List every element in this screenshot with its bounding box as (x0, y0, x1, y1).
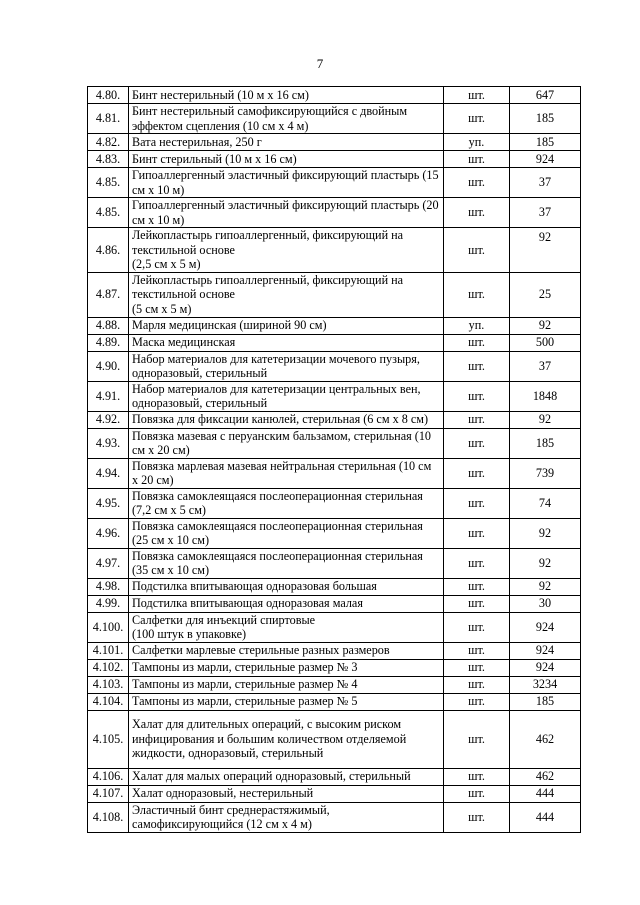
row-number: 4.85. (88, 168, 129, 198)
row-number: 4.93. (88, 428, 129, 458)
item-quantity: 92 (510, 228, 581, 273)
item-name: Лейкопластырь гипоаллергенный, фиксирующий на текстильной основе (2,5 см х 5 м) (129, 228, 444, 273)
unit-of-measure: уп. (444, 134, 510, 151)
table-row (88, 458, 581, 488)
item-name: Повязка самоклеящаяся послеоперационная стерильная (35 см х 10 см) (129, 548, 444, 578)
row-number: 4.97. (88, 548, 129, 578)
row-number: 4.85. (88, 198, 129, 228)
unit-of-measure: шт. (444, 381, 510, 411)
unit-of-measure: шт. (444, 710, 510, 768)
table-row (88, 488, 581, 518)
item-name: Салфетки марлевые стерильные разных размеров (129, 642, 444, 659)
row-number: 4.104. (88, 693, 129, 710)
unit-of-measure: шт. (444, 676, 510, 693)
item-name: Эластичный бинт среднерастяжимый, самофиксирующийся (12 см х 4 м) (129, 802, 444, 832)
row-number: 4.80. (88, 87, 129, 104)
row-number: 4.108. (88, 802, 129, 832)
unit-of-measure: шт. (444, 518, 510, 548)
table-row (88, 272, 581, 317)
table-row (88, 317, 581, 334)
row-number: 4.94. (88, 458, 129, 488)
item-quantity: 185 (510, 104, 581, 134)
item-name: Гипоаллергенный эластичный фиксирующий пластырь (20 см х 10 м) (129, 198, 444, 228)
item-quantity: 647 (510, 87, 581, 104)
row-number: 4.99. (88, 595, 129, 612)
row-number: 4.89. (88, 334, 129, 351)
item-quantity: 92 (510, 317, 581, 334)
item-quantity: 185 (510, 134, 581, 151)
table-row (88, 710, 581, 768)
supplies-table (87, 86, 581, 833)
item-name: Гипоаллергенный эластичный фиксирующий пластырь (15 см х 10 м) (129, 168, 444, 198)
unit-of-measure: шт. (444, 548, 510, 578)
item-name: Повязка для фиксации канюлей, стерильная (6 см х 8 см) (129, 411, 444, 428)
item-name: Повязка самоклеящаяся послеоперационная стерильная (7,2 см х 5 см) (129, 488, 444, 518)
unit-of-measure: шт. (444, 198, 510, 228)
item-quantity: 924 (510, 151, 581, 168)
table-row (88, 642, 581, 659)
item-quantity: 924 (510, 659, 581, 676)
item-name: Бинт нестерильный самофиксирующийся с двойным эффектом сцепления (10 см х 4 м) (129, 104, 444, 134)
table-row (88, 351, 581, 381)
unit-of-measure: шт. (444, 578, 510, 595)
row-number: 4.98. (88, 578, 129, 595)
item-quantity: 3234 (510, 676, 581, 693)
row-number: 4.106. (88, 768, 129, 785)
row-number: 4.103. (88, 676, 129, 693)
unit-of-measure: шт. (444, 612, 510, 642)
table-row (88, 693, 581, 710)
unit-of-measure: шт. (444, 411, 510, 428)
item-name: Бинт стерильный (10 м х 16 см) (129, 151, 444, 168)
table-row (88, 802, 581, 832)
table-row (88, 676, 581, 693)
table-row (88, 168, 581, 198)
item-quantity: 74 (510, 488, 581, 518)
unit-of-measure: шт. (444, 104, 510, 134)
item-name: Подстилка впитывающая одноразовая большая (129, 578, 444, 595)
table-row (88, 87, 581, 104)
item-quantity: 37 (510, 168, 581, 198)
item-name: Тампоны из марли, стерильные размер № 4 (129, 676, 444, 693)
table-row (88, 768, 581, 785)
item-quantity: 924 (510, 642, 581, 659)
item-name: Халат одноразовый, нестерильный (129, 785, 444, 802)
item-quantity: 37 (510, 198, 581, 228)
item-quantity: 37 (510, 351, 581, 381)
item-name: Тампоны из марли, стерильные размер № 5 (129, 693, 444, 710)
item-name: Халат для малых операций одноразовый, стерильный (129, 768, 444, 785)
row-number: 4.101. (88, 642, 129, 659)
table-row (88, 659, 581, 676)
item-quantity: 185 (510, 428, 581, 458)
item-quantity: 444 (510, 802, 581, 832)
row-number: 4.105. (88, 710, 129, 768)
row-number: 4.91. (88, 381, 129, 411)
table-row (88, 411, 581, 428)
item-name: Повязка самоклеящаяся послеоперационная стерильная (25 см х 10 см) (129, 518, 444, 548)
table-row (88, 428, 581, 458)
unit-of-measure: шт. (444, 802, 510, 832)
unit-of-measure: шт. (444, 659, 510, 676)
unit-of-measure: шт. (444, 87, 510, 104)
table-row (88, 151, 581, 168)
unit-of-measure: шт. (444, 785, 510, 802)
unit-of-measure: шт. (444, 595, 510, 612)
item-name: Бинт нестерильный (10 м х 16 см) (129, 87, 444, 104)
row-number: 4.107. (88, 785, 129, 802)
table-row (88, 134, 581, 151)
item-name: Повязка мазевая с перуанским бальзамом, стерильная (10 см х 20 см) (129, 428, 444, 458)
item-name: Салфетки для инъекций спиртовые (100 штук в упаковке) (129, 612, 444, 642)
item-name: Марля медицинская (шириной 90 см) (129, 317, 444, 334)
item-name: Повязка марлевая мазевая нейтральная стерильная (10 см х 20 см) (129, 458, 444, 488)
row-number: 4.100. (88, 612, 129, 642)
item-name: Халат для длительных операций, с высоким риском инфицирования и большим количеством отделяемой жидкости, одноразовый, стерильный (129, 710, 444, 768)
unit-of-measure: уп. (444, 317, 510, 334)
table-row (88, 578, 581, 595)
item-name: Набор материалов для катетеризации центральных вен, одноразовый, стерильный (129, 381, 444, 411)
row-number: 4.81. (88, 104, 129, 134)
row-number: 4.82. (88, 134, 129, 151)
table-row (88, 104, 581, 134)
table-row (88, 198, 581, 228)
row-number: 4.83. (88, 151, 129, 168)
unit-of-measure: шт. (444, 334, 510, 351)
row-number: 4.96. (88, 518, 129, 548)
unit-of-measure: шт. (444, 272, 510, 317)
item-quantity: 462 (510, 710, 581, 768)
item-name: Набор материалов для катетеризации мочевого пузыря, одноразовый, стерильный (129, 351, 444, 381)
item-quantity: 92 (510, 518, 581, 548)
row-number: 4.86. (88, 228, 129, 273)
table-row (88, 228, 581, 273)
table-row (88, 595, 581, 612)
page-number: 7 (316, 56, 324, 71)
item-name: Подстилка впитывающая одноразовая малая (129, 595, 444, 612)
item-quantity: 92 (510, 548, 581, 578)
table-row (88, 381, 581, 411)
unit-of-measure: шт. (444, 642, 510, 659)
table-row (88, 612, 581, 642)
row-number: 4.92. (88, 411, 129, 428)
item-name: Лейкопластырь гипоаллергенный, фиксирующий на текстильной основе (5 см х 5 м) (129, 272, 444, 317)
item-quantity: 924 (510, 612, 581, 642)
unit-of-measure: шт. (444, 428, 510, 458)
item-quantity: 92 (510, 578, 581, 595)
row-number: 4.90. (88, 351, 129, 381)
item-quantity: 739 (510, 458, 581, 488)
item-name: Вата нестерильная, 250 г (129, 134, 444, 151)
row-number: 4.95. (88, 488, 129, 518)
unit-of-measure: шт. (444, 458, 510, 488)
row-number: 4.87. (88, 272, 129, 317)
unit-of-measure: шт. (444, 351, 510, 381)
unit-of-measure: шт. (444, 693, 510, 710)
item-name: Тампоны из марли, стерильные размер № 3 (129, 659, 444, 676)
unit-of-measure: шт. (444, 228, 510, 273)
unit-of-measure: шт. (444, 488, 510, 518)
item-quantity: 30 (510, 595, 581, 612)
unit-of-measure: шт. (444, 151, 510, 168)
item-quantity: 462 (510, 768, 581, 785)
row-number: 4.88. (88, 317, 129, 334)
row-number: 4.102. (88, 659, 129, 676)
item-name: Маска медицинская (129, 334, 444, 351)
item-quantity: 25 (510, 272, 581, 317)
unit-of-measure: шт. (444, 168, 510, 198)
item-quantity: 1848 (510, 381, 581, 411)
item-quantity: 92 (510, 411, 581, 428)
table-row (88, 785, 581, 802)
unit-of-measure: шт. (444, 768, 510, 785)
item-quantity: 444 (510, 785, 581, 802)
item-quantity: 185 (510, 693, 581, 710)
item-quantity: 500 (510, 334, 581, 351)
table-row (88, 518, 581, 548)
table-row (88, 548, 581, 578)
supplies-table-body (88, 87, 581, 833)
table-row (88, 334, 581, 351)
